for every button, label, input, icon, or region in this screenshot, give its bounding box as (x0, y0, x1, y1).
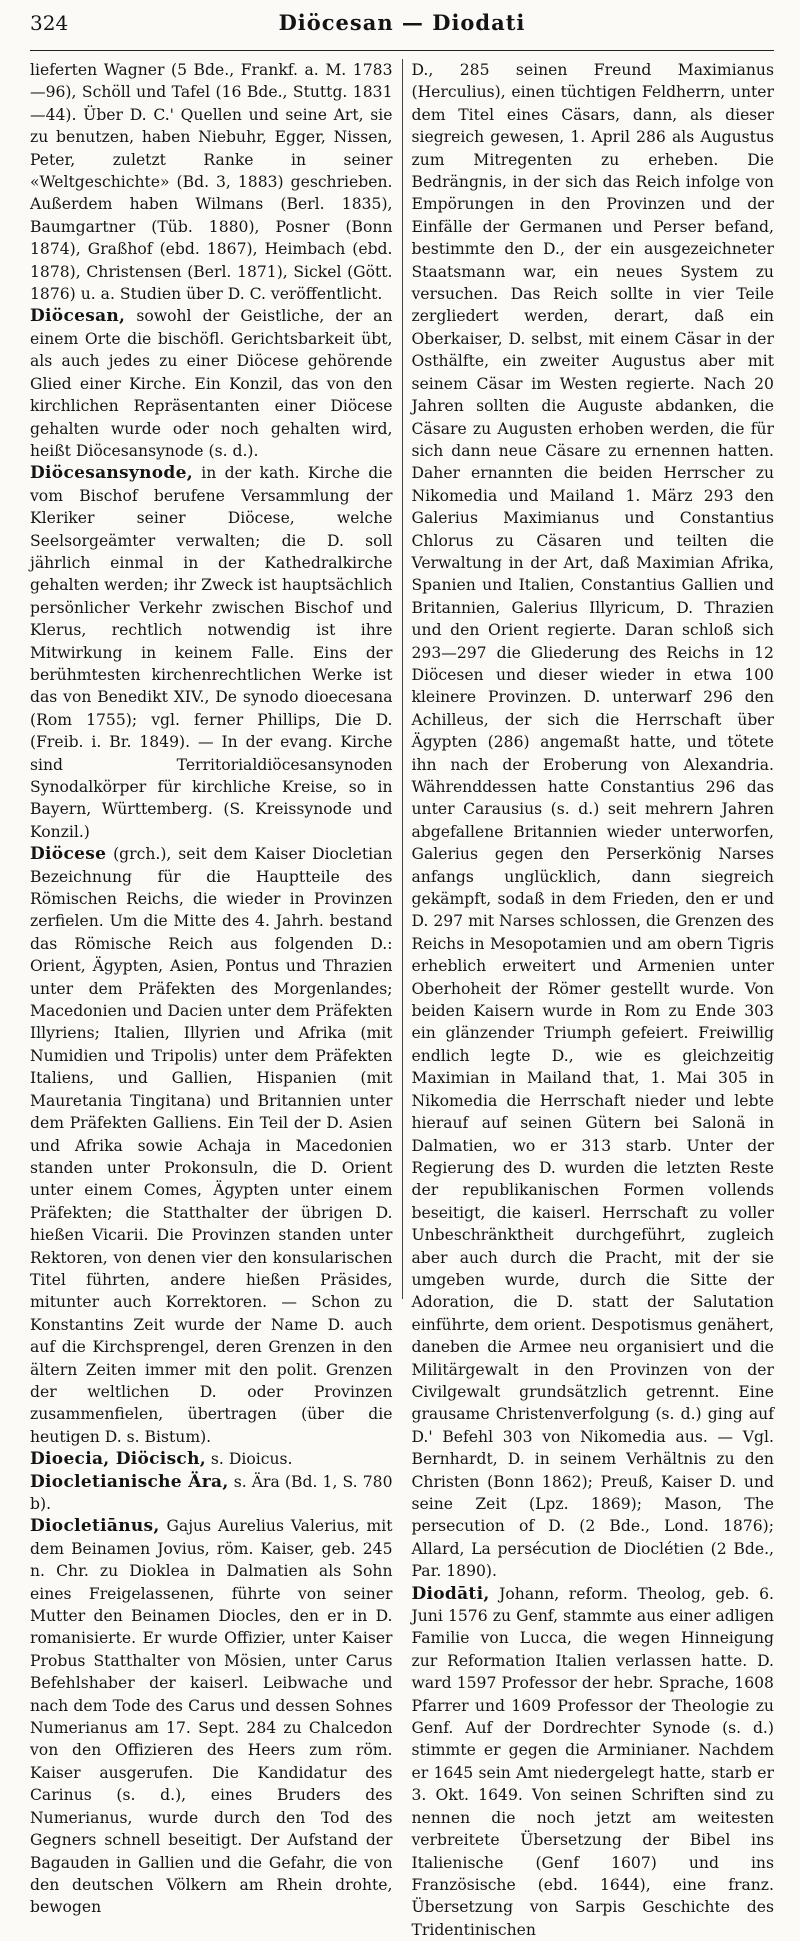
text-columns (30, 59, 774, 1939)
entry (30, 462, 393, 843)
page-header (30, 10, 774, 51)
entry-continuation (30, 59, 393, 305)
entry (30, 1448, 393, 1470)
entry-body: D., 285 seinen Freund Maximianus (Herculius), einen tüchtigen Feldherrn, unter dem Titel eines Cäsars, dann, als dieser siegreich gewesen, 1. April 286 als Augustus zum Mitregenten zu erheben. Die Bedrängnis, in der sich das Reich infolge von Empörungen in den Provinzen und der Einfälle der Germanen und Perser befand, bestimmte den D., der ein ausgezeichneter Staatsmann war, ein neues System zu versuchen. Das Reich sollte in vier Teile zergliedert werden, derart, daß ein Oberkaiser, D. selbst, mit einem Cäsar in der Osthälfte, ein zweiter Augustus aber mit seinem Cäsar im Westen regierte. Nach 20 Jahren sollten die Auguste abdanken, die Cäsare zu Augusten erhoben werden, die für sich dann neue Cäsare zu ernennen hatten. Daher ernannten die beiden Herrscher zu Nikomedia und Mailand 1. März 293 den Galerius Maximianus und Constantius Chlorus zu Cäsaren und teilten die Verwaltung in der Art, daß Maximian Afrika, Spanien und Italien, Constantius Gallien und Britannien, Galerius Illyricum, D. Thrazien und den Orient regierte. Daran schloß sich 293—297 die Gliederung des Reichs in 12 Diöcesen und dieser wieder in etwa 100 kleinere Provinzen. D. unterwarf 296 den Achilleus, der sich die Herrschaft über Ägypten (286) angemaßt hatte, und tötete ihn nach der Eroberung von Alexandria. Währenddessen hatte Constantius 296 das unter Carausius (s. d.) seit mehrern Jahren abgefallene Britannien wieder unterworfen, Galerius gegen den Perserkönig Narses anfangs unglücklich, dann siegreich gekämpft, sodaß in dem Frieden, den er und D. 297 mit Narses schlossen, die Grenzen des Reichs in Mesopotamien und am obern Tigris erheblich erweitert und Armenien unter Oberhoheit der Römer gestellt wurde. Von beiden Kaisern wurde in Rom zu Ende 303 ein glänzender Triumph gefeiert. Freiwillig endlich legte D., wie es gleichzeitig Maximian in Mailand that, 1. Mai 305 in Nikomedia die Herrschaft nieder und lebte hierauf auf seinen Gütern bei Salonä in Dalmatien, wo er 313 starb. Unter der Regierung des D. wurden die letzten Reste der republikanischen Formen vollends beseitigt, die kaiserl. Herrschaft zu voller Unbeschränktheit durchgeführt, zugleich aber auch durch die Pracht, mit der sie umgeben wurde, durch die Sitte der Adoration, die D. statt der Salutation einführte, dem orient. Despotismus genähert, daneben die Armee neu organisiert und die Militärgewalt in den Provinzen von der Civilgewalt grundsätzlich getrennt. Eine grausame Christenverfolgung (s. d.) ging auf D.' Befehl 303 von Nikomedia aus. — Vgl. Bernhardt, D. in seinem Verhältnis zu den Christen (Bonn 1862); Preuß, Kaiser D. und seine Zeit (Lpz. 1869); Mason, The persecution of D. (2 Bde., Lond. 1876); Allard, La persécution de Dioclétien (2 Bde., Par. 1890). (411, 61, 774, 1581)
entry (30, 1515, 393, 1918)
entry (30, 1471, 393, 1516)
entry-continuation (411, 59, 774, 1583)
entry-headword: Diodāti, (411, 1583, 490, 1604)
entry-headword: Diöcesan, (30, 306, 126, 327)
entry-headword: Dioecia, Diöcisch, (30, 1449, 206, 1470)
right-column (411, 59, 774, 1939)
entry (30, 843, 393, 1448)
entry (30, 305, 393, 462)
page-number: 324 (30, 11, 69, 35)
entry-body: lieferten Wagner (5 Bde., Frankf. a. M. 1783—96), Schöll und Tafel (16 Bde., Stuttg. 1831—44). Über D. C.' Quellen und seine Art, sie zu benutzen, haben Niebuhr, Egger, Nissen, Peter, zuletzt Ranke in seiner «Weltgeschichte» (Bd. 3, 1883) geschrieben. Außerdem haben Wilmans (Berl. 1835), Baumgartner (Tüb. 1880), Posner (Bonn 1874), Graßhof (ebd. 1867), Heimbach (ebd. 1878), Christensen (Berl. 1871), Sickel (Gött. 1876) u. a. Studien über D. C. veröffentlicht. (30, 61, 393, 304)
entry-headword: Diöcesansynode, (30, 463, 193, 484)
column-divider (402, 59, 403, 1299)
entry-body: s. Dioicus. (205, 1450, 293, 1469)
entry (411, 1583, 774, 1941)
entry-headword: Diöcese (30, 844, 107, 865)
entry-body: s. Ära (Bd. 1, S. 780 b). (30, 1472, 393, 1513)
entry-body: (grch.), seit dem Kaiser Diocletian Bezeichnung für die Hauptteile des Römischen Reichs, die wieder in Provinzen zerfielen. Um die Mitte des 4. Jahrh. bestand das Römische Reich aus folgenden D.: Orient, Ägypten, Asien, Pontus und Thrazien unter dem Präfekten des Morgenlandes; Macedonien und Dacien unter dem Präfekten Illyriens; Italien, Illyrien und Afrika (mit Numidien und Tripolis) unter dem Präfekten Italiens, und Gallien, Hispanien (mit Mauretania Tingitana) und Britannien unter dem Präfekten Galliens. Ein Teil der D. Asien und Afrika sowie Achaja in Macedonien standen unter Prokonsuln, die D. Orient unter einem Comes, Ägypten unter einem Präfekten; die Statthalter der übrigen D. hießen Vicarii. Die Provinzen standen unter Rektoren, von denen vier den konsularischen Titel führten, andere hießen Präsides, mitunter auch Korrektoren. — Schon zu Konstantins Zeit wurde der Name D. auch auf die Kirchsprengel, deren Grenzen in den ältern Zeiten immer mit den polit. Grenzen der weltlichen D. oder Provinzen zusammenfielen, übertragen (über die heutigen D. s. Bistum). (30, 845, 393, 1446)
entry-headword: Diocletiānus, (30, 1516, 160, 1537)
entry-body: sowohl der Geistliche, der an einem Orte die bischöfl. Gerichtsbarkeit übt, als auch jedes zu einer Diöcese gehörende Glied einer Kirche. Ein Konzil, das von den kirchlichen Repräsentanten einer Diöcese gehalten wurde oder noch gehalten wird, heißt Diöcesansynode (s. d.). (30, 307, 393, 460)
entry-body: Gajus Aurelius Valerius, mit dem Beinamen Jovius, röm. Kaiser, geb. 245 n. Chr. zu Dioklea in Dalmatien als Sohn eines Freigelassenen, führte von seiner Mutter den Beinamen Diocles, den er in D. romanisierte. Er wurde Offizier, unter Kaiser Probus Statthalter von Mösien, unter Carus Befehlshaber der kaiserl. Leibwache und nach dem Tode des Carus und dessen Sohnes Numerianus am 17. Sept. 284 zu Chalcedon von den Offizieren des Heers zum röm. Kaiser ausgerufen. Die Kandidatur des Carinus (s. d.), eines Bruders des Numerianus, wurde durch den Tod des Gegners schnell beseitigt. Der Aufstand der Bagauden in Gallien und die Gefahr, die von den deutschen Völkern am Rhein drohte, bewogen (30, 1517, 393, 1917)
left-column (30, 59, 393, 1917)
running-title: Diöcesan — Diodati (278, 10, 526, 35)
entry-body: Johann, reform. Theolog, geb. 6. Juni 1576 zu Genf, stammte aus einer adligen Familie von Lucca, die wegen Hinneigung zur Reformation Italien verlassen hatte. D. ward 1597 Professor der hebr. Sprache, 1608 Pfarrer und 1609 Professor der Theologie zu Genf. Auf der Dordrechter Synode (s. d.) stimmte er gegen die Arminianer. Nachdem er 1645 sein Amt niedergelegt hatte, starb er 3. Okt. 1649. Von seinen Schriften sind zu nennen die noch jetzt am weitesten verbreitete Übersetzung der Bibel ins Italienische (Genf 1607) und ins Französische (ebd. 1644), eine franz. Übersetzung von Sarpis Geschichte des Tridentinischen (411, 1584, 774, 1939)
entry-body: in der kath. Kirche die vom Bischof berufene Versammlung der Kleriker seiner Diöcese, welche Seelsorgeämter verwalten; die D. soll jährlich einmal in der Kathedralkirche gehalten werden; ihr Zweck ist hauptsächlich persönlicher Verkehr zwischen Bischof und Klerus, rechtlich notwendig ist ihre Mitwirkung in keinem Falle. Eins der berühmtesten kirchenrechtlichen Werke ist das von Benedikt XIV., De synodo dioecesana (Rom 1755); vgl. ferner Phillips, Die D. (Freib. i. Br. 1849). — In der evang. Kirche sind Territorialdiöcesansynoden Synodalkörper für kirchliche Kreise, so in Bayern, Württemberg. (S. Kreissynode und Konzil.) (30, 464, 393, 841)
entry-headword: Diocletianische Ära, (30, 1471, 229, 1492)
